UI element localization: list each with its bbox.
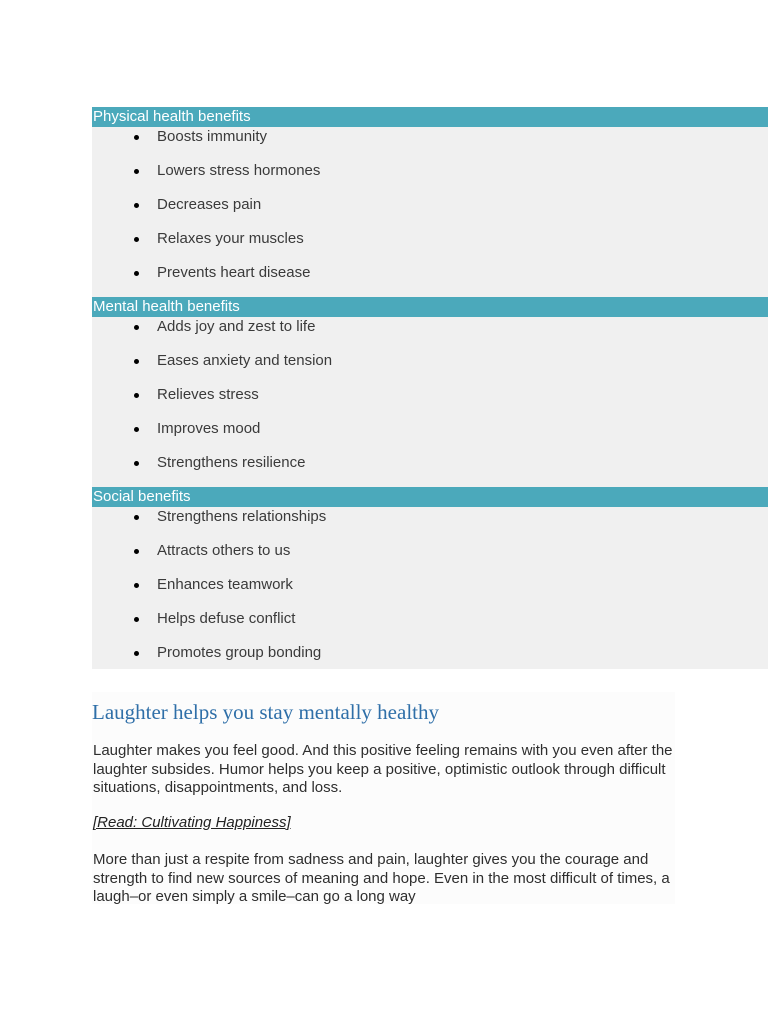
list-item-label: Decreases pain: [157, 196, 262, 213]
bullet-icon: [134, 651, 139, 656]
section-header-physical: Physical health benefits: [92, 107, 768, 127]
list-item: [92, 161, 768, 195]
bullet-icon: [134, 549, 139, 554]
article-paragraph-1: Laughter makes you feel good. And this positive feeling remains with you even after the laughter subsides. Humor helps you keep a positive, optimistic outlook through difficult situations, disappointments, and loss.: [93, 742, 673, 796]
bullet-icon: [134, 393, 139, 398]
bullet-icon: [134, 427, 139, 432]
bullet-icon: [134, 583, 139, 588]
list-item-label: Enhances teamwork: [157, 576, 293, 593]
bullet-icon: [134, 271, 139, 276]
list-item: [92, 609, 768, 643]
list-item-label: Prevents heart disease: [157, 264, 311, 281]
physical-benefits-list: [92, 127, 768, 297]
list-item: [92, 351, 768, 385]
list-item-label: Improves mood: [157, 420, 261, 437]
list-item-label: Promotes group bonding: [157, 644, 322, 661]
list-item: [92, 575, 768, 609]
article-paragraph-2: More than just a respite from sadness and pain, laughter gives you the courage and strength to find new sources of meaning and hope. Even in the most difficult of times, a laugh–or even simply a smile–can go a long way: [93, 851, 670, 905]
list-item-label: Eases anxiety and tension: [157, 352, 333, 369]
bullet-icon: [134, 359, 139, 364]
list-item-label: Relaxes your muscles: [157, 230, 304, 247]
list-item: [92, 643, 768, 669]
list-item: [92, 127, 768, 161]
bullet-icon: [134, 461, 139, 466]
bullet-icon: [134, 203, 139, 208]
list-item-label: Adds joy and zest to life: [157, 318, 316, 335]
list-item: [92, 507, 768, 541]
section-header-mental: Mental health benefits: [92, 297, 768, 317]
list-item: [92, 419, 768, 453]
list-item-label: Strengthens resilience: [157, 454, 306, 471]
list-item-label: Lowers stress hormones: [157, 162, 321, 179]
article-section: [92, 692, 675, 904]
bullet-icon: [134, 325, 139, 330]
benefits-table: [92, 107, 768, 669]
list-item-label: Boosts immunity: [157, 128, 268, 145]
list-item: [92, 453, 768, 487]
bullet-icon: [134, 169, 139, 174]
list-item: [92, 385, 768, 419]
social-benefits-list: [92, 507, 768, 669]
list-item-label: Relieves stress: [157, 386, 259, 403]
list-item: [92, 195, 768, 229]
bullet-icon: [134, 135, 139, 140]
list-item: [92, 541, 768, 575]
bullet-icon: [134, 237, 139, 242]
list-item-label: Helps defuse conflict: [157, 610, 296, 627]
list-item-label: Attracts others to us: [157, 542, 291, 559]
article-title: Laughter helps you stay mentally healthy: [92, 700, 439, 724]
list-item: [92, 263, 768, 297]
bullet-icon: [134, 617, 139, 622]
read-more-link[interactable]: [Read: Cultivating Happiness]: [93, 814, 291, 831]
section-header-social: Social benefits: [92, 487, 768, 507]
list-item: [92, 229, 768, 263]
list-item-label: Strengthens relationships: [157, 508, 327, 525]
list-item: [92, 317, 768, 351]
mental-benefits-list: [92, 317, 768, 487]
bullet-icon: [134, 515, 139, 520]
